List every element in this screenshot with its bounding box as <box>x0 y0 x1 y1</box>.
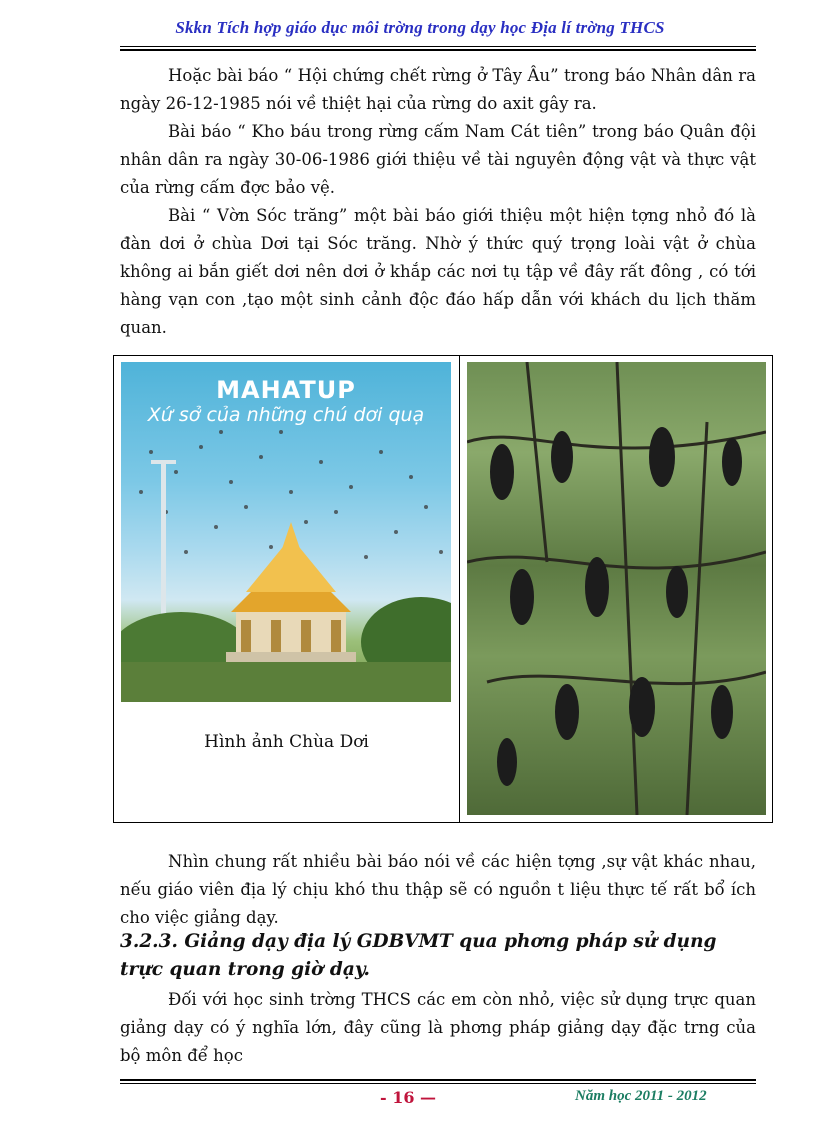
body-text-bottom <box>120 986 756 1070</box>
section-heading: 3.2.3. Giảng dạy địa lý GDBVMT qua phơng pháp sử dụng trực quan trong giờ dạy. <box>120 931 717 980</box>
figure-divider <box>459 356 460 822</box>
temple-poster-image <box>121 362 451 702</box>
paragraph: Nhìn chung rất nhiều bài báo nói về các hiện tợng ,sự vật khác nhau, nếu giáo viên địa lý chịu khó thu thập sẽ có nguồn t liệu thực tế rất bổ ích cho việc giảng dạy. <box>120 852 756 927</box>
paragraph: Bài báo “ Kho báu trong rừng cấm Nam Cát tiên” trong báo Quân đội nhân dân ra ngày 30-06-1986 giới thiệu về tài nguyên động vật và thực vật của rừng cấm đợc bảo vệ. <box>120 122 756 197</box>
page-number: - 16 — <box>380 1088 437 1107</box>
header-rule <box>120 46 756 51</box>
paragraph: Đối với học sinh trờng THCS các em còn nhỏ, việc sử dụng trực quan giảng dạy có ý nghĩa lớn, đây cũng là phơng pháp giảng dạy đặc trng của bộ môn để học <box>120 990 756 1065</box>
body-text-middle <box>120 848 756 932</box>
figure-box <box>113 355 773 823</box>
poster-subtitle: Xứ sở của những chú dơi quạ <box>147 404 425 426</box>
paragraph: Hoặc bài báo “ Hội chứng chết rừng ở Tây Âu” trong báo Nhân dân ra ngày 26-12-1985 nói về thiệt hại của rừng do axit gây ra. <box>120 66 756 113</box>
footer-rule <box>120 1079 756 1084</box>
body-text-top <box>120 62 756 342</box>
paragraph: Bài “ Vờn Sóc trăng” một bài báo giới thiệu một hiện tợng nhỏ đó là đàn dơi ở chùa Dơi tại Sóc trăng. Nhờ ý thức quý trọng loài vật ở chùa không ai bắn giết dơi nên dơi ở khắp các nơi tụ tập về đây rất đông , có tới hàng vạn con ,tạo một sinh cảnh độc đáo hấp dẫn với khách du lịch thăm quan. <box>120 206 756 337</box>
bats-illustration <box>467 362 766 815</box>
running-header: Skkn Tích hợp giáo dục môi trờng trong dạy học Địa lí trờng THCS <box>175 18 665 37</box>
poster-title: MAHATUP <box>216 376 356 404</box>
figure-caption: Hình ảnh Chùa Dơi <box>204 732 369 752</box>
hanging-bats-photo <box>467 362 766 815</box>
school-year: Năm học 2011 - 2012 <box>575 1088 707 1104</box>
